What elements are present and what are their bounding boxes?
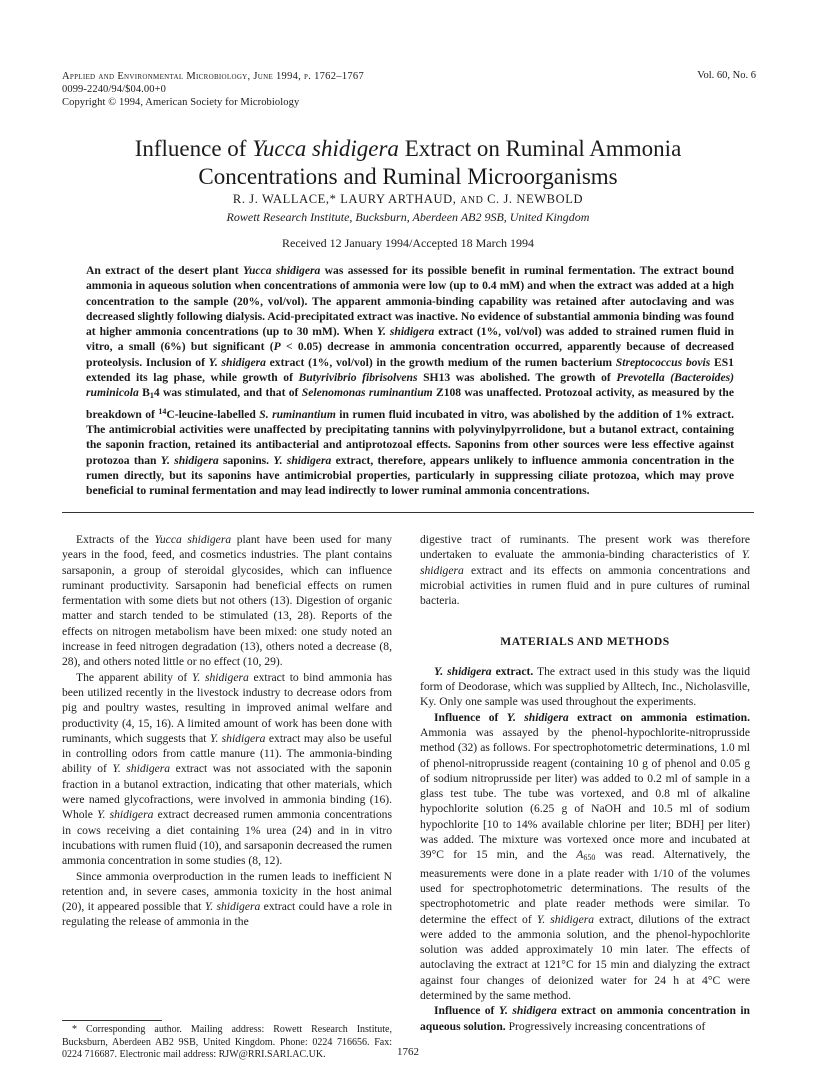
volume-info: Vol. 60, No. 6	[697, 70, 756, 81]
corresponding-author-footnote: * Corresponding author. Mailing address: Rowett Research Institute, Bucksburn, Aberdeen AB2 9SB, United Kingdom. Phone: 0224 716656. Fax: 0224 716687. Electronic mail address: RJW@RRI.SARI.AC.UK.	[62, 1024, 392, 1060]
page-number: 1762	[397, 1046, 419, 1058]
paragraph: Y. shidigera extract. The extract used in this study was the liquid form of Deodorase, which was supplied by Alltech, Inc., Nicholasville, Ky. Only one sample was used throughout the experiments.	[420, 664, 750, 709]
author: C. J. NEWBOLD	[487, 192, 584, 206]
journal-header	[62, 70, 364, 109]
title-line-2: Concentrations and Ruminal Microorganisms	[198, 164, 618, 189]
paragraph: Influence of Y. shidigera extract on ammonia concentration in aqueous solution. Progressively increasing concentrations of	[420, 1004, 751, 1033]
paragraph: Extracts of the Yucca shidigera plant have been used for many years in the food, feed, and cosmetics industries. The plant contains sarsaponin, a group of steroidal glycosides, which can influence ruminant productivity. Sarsaponin had beneficial effects on rumen fermentation with some diets but not others (13). Digestion of organic matter and starch tended to be stimulated (13, 28). Reports of the effects on nitrogen metabolism have been mixed: one study noted an increase in feed nitrogen degradation (13), others noted a decrease (8, 28), and others noted little or no effect (10, 29).	[62, 533, 392, 669]
abstract-divider	[62, 512, 754, 513]
issn-line: 0099-2240/94/$04.00+0	[62, 84, 166, 95]
affiliation: Rowett Research Institute, Bucksburn, Aberdeen AB2 9SB, United Kingdom	[226, 210, 590, 224]
author: R. J. WALLACE,* LAURY ARTHAUD,	[232, 192, 457, 206]
paragraph: Influence of Y. shidigera extract on ammonia estimation. Ammonia was assayed by the phenol-hypochlorite-nitroprusside method (32) as follows. For spectrophotometric determinations, 1.0 ml of phenol-nitroprusside reagent (containing 10 g of phenol and 0.05 g of sodium nitroprusside per liter) was added to 0.2 ml of sample in a glass test tube. The tube was vortexed, and 0.8 ml of alkaline hypochlorite solution (6.25 g of NaOH and 10.5 ml of sodium hypochlorite [10 to 14% available chlorine per liter; BDH] per liter) was added. The mixture was vortexed once more and incubated at 39°C for 15 min, and the $A_{650}$ was read. Alternatively, the measurements were done in a plate reader with 1/10 of the volumes used for spectrophotometric determinations. The results of the spectrophotometric and plate reader methods were similar. To determine the effect of Y. shidigera extract, dilutions of the extract were added to the ammonia solution, and the phenol-hypochlorite solution was added approximately 10 min later. The effects of autoclaving the extract at 121°C for 15 min and dialyzing the extract against four changes of deionized water for 24 h at 4°C were determined by the same method.	[420, 710, 751, 1003]
abstract: An extract of the desert plant Yucca shidigera was assessed for its possible benefit in ruminal fermentation. The extract bound ammonia in aqueous solution when concentrations of ammonia were low (up to 0.4 mM) and when the extract was added at a high concentration to the sample (20%, vol/vol). The apparent ammonia-binding capability was retained after autoclaving and was decreased slightly following dialysis. Acid-precipitated extract was inactive. No evidence of substantial ammonia binding was found at higher ammonia concentrations (up to 30 mM). When Y. shidigera extract (1%, vol/vol) was added to strained rumen fluid in vitro, a small (6%) but significant (P < 0.05) decrease in ammonia concentration occurred, apparently because of decreased proteolysis. Inclusion of Y. shidigera extract (1%, vol/vol) in the growth medium of the rumen bacterium Streptococcus bovis ES1 extended its lag phase, while growth of Butyrivibrio fibrisolvens SH13 was abolished. The growth of Prevotella (Bacteroides) ruminicola $B_14$ was stimulated, and that of Selenomonas ruminantium Z108 was unaffected. Protozoal activity, as measured by the breakdown of $^{14}$C-leucine-labelled S. ruminantium in rumen fluid incubated in vitro, was abolished by the addition of 1% extract. The antimicrobial activities were unaffected by precipitating tannins with polyvinylpyrrolidone, but a butanol extract, containing the saponin fraction, retained its antibacterial and antiprotozoal effects. Saponins from other sources were less effective against protozoa than Y. shidigera saponins. Y. shidigera extract, therefore, appears unlikely to influence ammonia concentration in the rumen directly, but its saponins have antimicrobial properties, particularly in suppressing ciliate protozoa, which may prove beneficial to ruminal fermentation and may lead indirectly to lower ruminal ammonia concentrations.	[86, 264, 735, 498]
footnote-divider	[62, 1020, 162, 1021]
author-list	[0, 192, 816, 207]
journal-citation: Applied and Environmental Microbiology, June 1994, p. 1762–1767	[62, 71, 365, 82]
paragraph: The apparent ability of Y. shidigera extract to bind ammonia has been utilized recently in the livestock industry to decrease odors from pig and poultry wastes, resulting in improved animal welfare and productivity (4, 15, 16). A limited amount of work has been done with ruminants, which suggests that Y. shidigera extract may also be useful in controlling odors from cattle manure (11). The ammonia-binding ability of Y. shidigera extract was not associated with the saponin fraction in a butanol extraction, indicating that other materials, which were named glycofractions, were involved in ammonia binding (16). Whole Y. shidigera extract decreased rumen ammonia concentrations in cows receiving a diet containing 1% urea (24) and in in vitro incubations with rumen fluid (10), and sarsaponin decreased the rumen ammonia concentration in some studies (8, 12).	[62, 670, 393, 868]
title-part: Extract on Ruminal Ammonia	[398, 136, 682, 161]
left-column	[62, 532, 392, 930]
copyright-line: Copyright © 1994, American Society for Microbiology	[62, 97, 300, 108]
title-part: Influence of	[134, 136, 253, 161]
paragraph: digestive tract of ruminants. The present work was therefore undertaken to evaluate the ammonia-binding characteristics of Y. shidigera extract and its effects on ammonia concentrations and microbial activities in rumen fluid and in pure cultures of ruminal bacteria.	[420, 533, 750, 608]
author-conjunction: AND	[460, 195, 484, 206]
section-heading: MATERIALS AND METHODS	[500, 635, 670, 649]
paragraph: Since ammonia overproduction in the rumen leads to inefficient N retention and, in severe cases, ammonia toxicity in the host animal (20), it appeared possible that Y. shidigera extract could have a role in regulating the release of ammonia in the	[62, 869, 392, 929]
article-title	[0, 135, 816, 191]
received-dates: Received 12 January 1994/Accepted 18 March 1994	[282, 236, 534, 250]
right-column	[420, 532, 750, 1034]
title-species: Yucca shidigera	[252, 136, 399, 161]
